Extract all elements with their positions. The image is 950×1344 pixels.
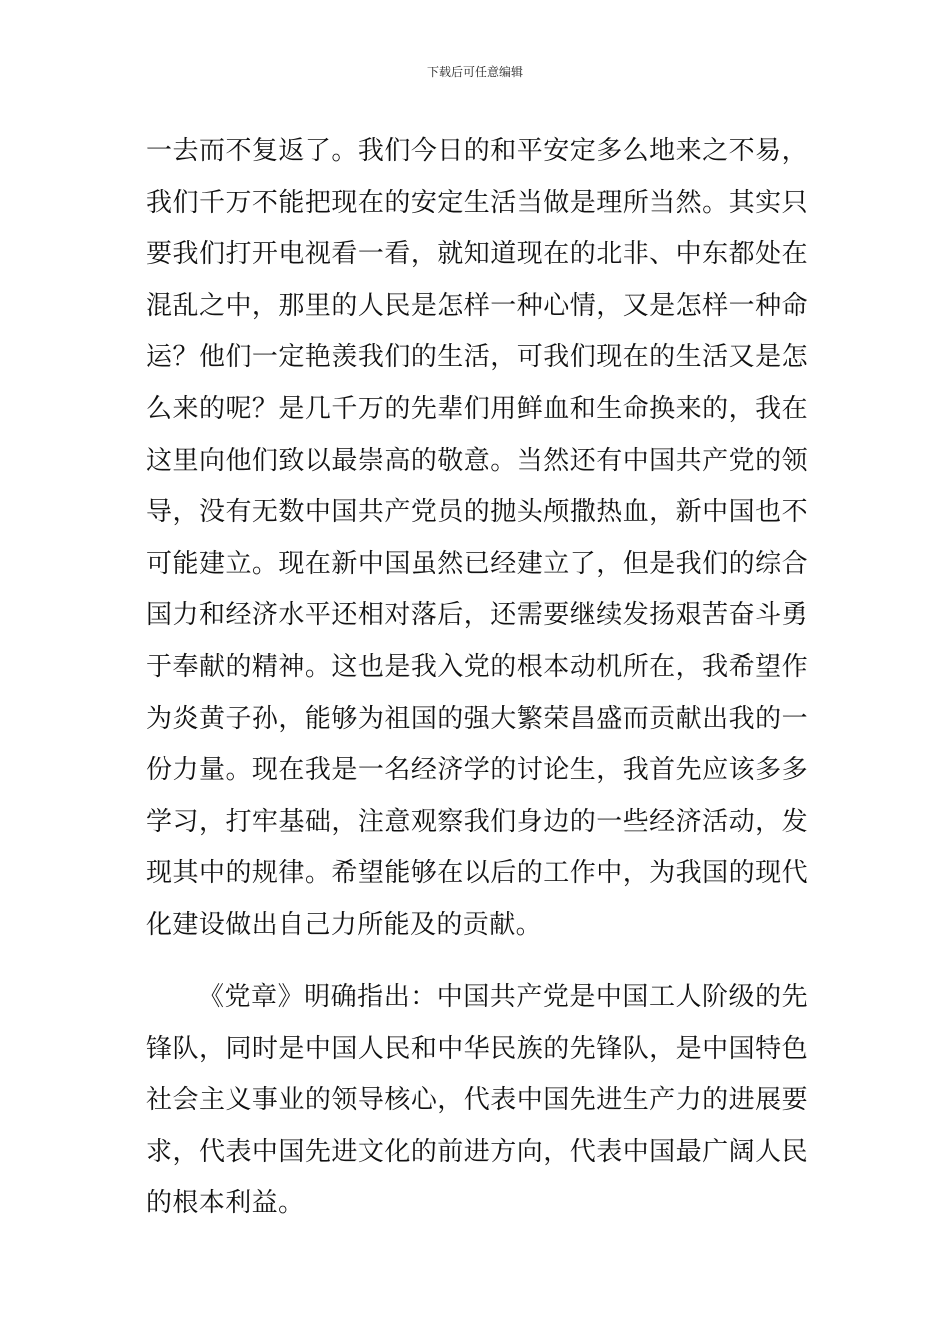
body-paragraph-2: 《党章》明确指出：中国共产党是中国工人阶级的先锋队，同时是中国人民和中华民族的先锋队，是中国特色社会主义事业的领导核心，代表中国先进生产力的进展要求，代表中国先进文化的前进方向，代表中国最广阔人民的根本利益。 — [146, 982, 808, 1219]
body-paragraph-1: 一去而不复返了。我们今日的和平安定多么地来之不易，我们千万不能把现在的安定生活当做是理所当然。其实只要我们打开电视看一看，就知道现在的北非、中东都处在混乱之中，那里的人民是怎样一种心情，又是怎样一种命运？他们一定艳羡我们的生活，可我们现在的生活又是怎么来的呢？是几千万的先辈们用鲜血和生命换来的，我在这里向他们致以最崇高的敬意。当然还有中国共产党的领导，没有无数中国共产党员的抛头颅撒热血，新中国也不可能建立。现在新中国虽然已经建立了，但是我们的综合国力和经济水平还相对落后，还需要继续发扬艰苦奋斗勇于奉献的精神。这也是我入党的根本动机所在，我希望作为炎黄子孙，能够为祖国的强大繁荣昌盛而贡献出我的一份力量。现在我是一名经济学的讨论生，我首先应该多多学习，打牢基础，注意观察我们身边的一些经济活动，发现其中的规律。希望能够在以后的工作中，为我国的现代化建设做出自己力所能及的贡献。 — [146, 136, 808, 940]
page-header: 下载后可任意编辑 — [426, 65, 523, 79]
